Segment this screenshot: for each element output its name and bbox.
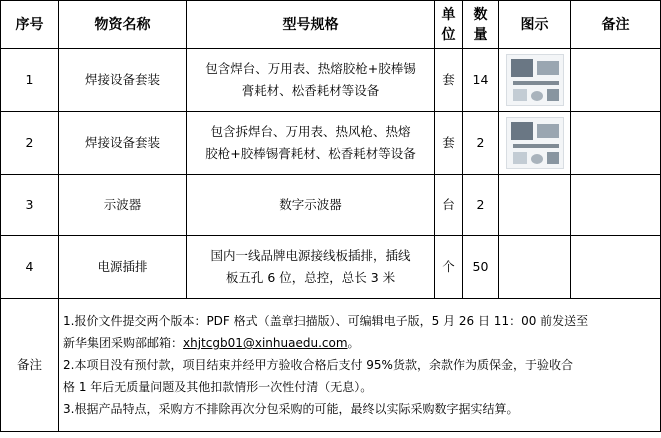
note-email-prefix: 新华集团采购部邮箱：	[63, 336, 184, 350]
row-qty: 14	[463, 49, 499, 112]
row-name: 焊接设备套装	[59, 49, 187, 112]
welding-kit-image	[506, 54, 564, 106]
welding-kit-image	[506, 117, 564, 169]
row-remark	[571, 49, 661, 112]
note-line-1: 1.报价文件提交两个版本：PDF 格式（盖章扫描版）、可编辑电子版，5 月 26 日 11：00 前发送至	[63, 314, 589, 328]
row-spec	[187, 49, 435, 112]
row-unit: 套	[435, 112, 463, 175]
row-unit: 台	[435, 175, 463, 236]
note-line-3: 2.本项目没有预付款，项目结束并经甲方验收合格后支付 95%货款，余款作为质保金，于验收合	[63, 358, 573, 372]
row-spec-line2: 膏耗材、松香耗材等设备	[241, 83, 380, 98]
row-remark	[571, 175, 661, 236]
row-unit: 套	[435, 49, 463, 112]
header-qty	[463, 1, 499, 49]
row-seq: 3	[1, 175, 59, 236]
header-qty-line1: 数	[473, 6, 488, 23]
header-qty-line2: 量	[473, 26, 488, 43]
notes-label: 备注	[1, 299, 59, 432]
row-name: 电源插排	[59, 236, 187, 299]
header-spec: 型号规格	[187, 1, 435, 49]
header-unit-line1: 单	[441, 6, 456, 23]
header-seq: 序号	[1, 1, 59, 49]
row-spec	[187, 112, 435, 175]
row-qty: 2	[463, 175, 499, 236]
table-row	[1, 236, 661, 299]
row-spec	[187, 175, 435, 236]
row-seq: 4	[1, 236, 59, 299]
note-email-suffix: 。	[347, 336, 360, 350]
row-remark	[571, 236, 661, 299]
table-row	[1, 175, 661, 236]
row-spec-line1: 国内一线品牌电源接线板插排，插线	[210, 248, 411, 263]
note-line-5: 3.根据产品特点，采购方不排除再次分包采购的可能，最终以实际采购数字据实结算。	[63, 402, 519, 416]
row-qty: 50	[463, 236, 499, 299]
header-row	[1, 1, 661, 49]
table-row	[1, 112, 661, 175]
row-name: 焊接设备套装	[59, 112, 187, 175]
note-line-2	[63, 332, 656, 354]
table-row	[1, 49, 661, 112]
row-spec-line1: 包含拆焊台、万用表、热风枪、热熔	[210, 124, 411, 139]
row-qty: 2	[463, 112, 499, 175]
header-name: 物资名称	[59, 1, 187, 49]
header-image: 图示	[499, 1, 571, 49]
row-seq: 2	[1, 112, 59, 175]
header-unit	[435, 1, 463, 49]
row-seq: 1	[1, 49, 59, 112]
row-image-cell	[499, 112, 571, 175]
note-line-4: 格 1 年后无质量问题及其他扣款情形一次性付清（无息）。	[63, 380, 373, 394]
notes-row	[1, 299, 661, 432]
row-spec-line1: 数字示波器	[279, 197, 342, 212]
row-spec-line2: 板五孔 6 位，总控，总长 3 米	[225, 270, 396, 285]
row-spec-line2: 胶枪+胶棒锡膏耗材、松香耗材等设备	[205, 146, 416, 161]
row-image-cell	[499, 175, 571, 236]
row-name: 示波器	[59, 175, 187, 236]
header-remark: 备注	[571, 1, 661, 49]
row-spec-line1: 包含焊台、万用表、热熔胶枪+胶棒锡	[205, 61, 416, 76]
row-image-cell	[499, 49, 571, 112]
row-spec	[187, 236, 435, 299]
row-unit: 个	[435, 236, 463, 299]
row-remark	[571, 112, 661, 175]
procurement-email-link[interactable]: xhjtcgb01@xinhuaedu.com	[183, 336, 348, 350]
header-unit-line2: 位	[441, 26, 456, 43]
row-image-cell	[499, 236, 571, 299]
notes-content	[59, 299, 661, 432]
